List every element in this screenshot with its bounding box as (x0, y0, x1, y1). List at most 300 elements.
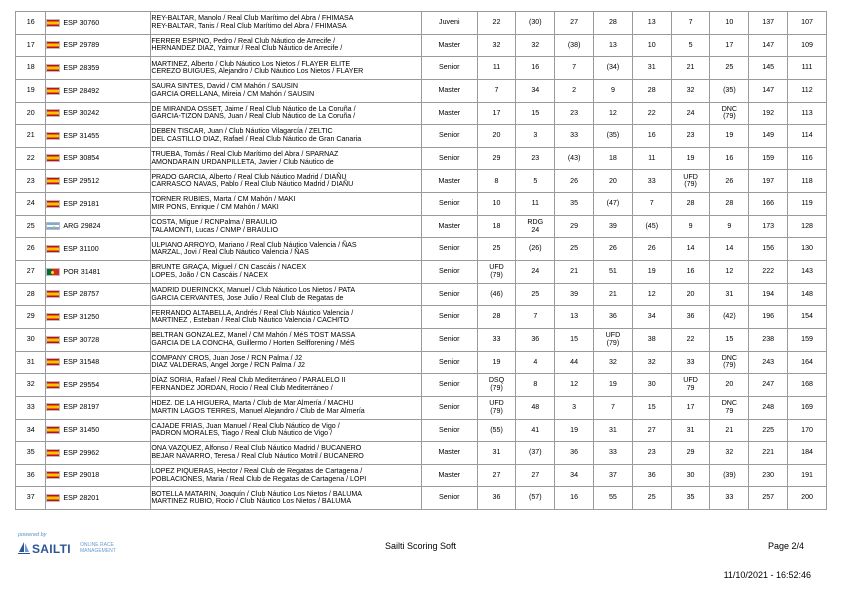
race-score-cell: 22 (671, 328, 710, 351)
crew-name: CARRASCO NAVAS, Pablo / Real Club Náutico Madrid / DIAÑU (151, 180, 354, 189)
sail-cell (46, 125, 151, 148)
crew-name: GARCIA CERVANTES, Jose Julio / Real Club de Regatas de (151, 293, 344, 302)
sail-number: ESP 30854 (63, 154, 100, 163)
sail-number: ESP 29962 (63, 448, 100, 457)
crew-cell (151, 34, 422, 57)
net-cell: 164 (788, 351, 827, 374)
race-score-cell: 20 (671, 283, 710, 306)
sail-cell (46, 396, 151, 419)
race-score-cell: 26 (710, 170, 749, 193)
race-score-cell: 17 (710, 34, 749, 57)
race-score-cell: 32 (632, 351, 671, 374)
place-cell: 31 (16, 351, 46, 374)
crew-cell (151, 193, 422, 216)
total-cell: 221 (749, 442, 788, 465)
flag-esp-icon (46, 358, 60, 366)
race-score-cell: 23 (516, 147, 555, 170)
race-score-cell: 10 (632, 34, 671, 57)
race-score-cell: (39) (710, 464, 749, 487)
race-score-cell: 32 (671, 79, 710, 102)
net-cell: 111 (788, 57, 827, 80)
race-score-cell: 12 (555, 374, 594, 397)
race-score-cell: 8 (516, 374, 555, 397)
total-cell: 196 (749, 306, 788, 329)
sail-number: ESP 31100 (63, 244, 99, 253)
helm-name: MARTINEZ, Alberto / Club Náutico Los Nietos / FLAYER ELITE (151, 59, 351, 68)
helm-name: ULPIANO ARROYO, Mariano / Real Club Náutico Valencia / ÑAS (151, 240, 357, 249)
race-score-cell: 8 (477, 170, 516, 193)
total-cell: 156 (749, 238, 788, 261)
race-score-cell: 11 (477, 57, 516, 80)
race-score-cell: 32 (594, 351, 633, 374)
sail-number: ESP 28201 (63, 493, 100, 502)
flag-esp-icon (46, 426, 60, 434)
race-score-cell: 36 (594, 306, 633, 329)
net-cell: 159 (788, 328, 827, 351)
sail-cell (46, 34, 151, 57)
race-score-cell: 25 (477, 238, 516, 261)
category-cell: Master (422, 215, 478, 238)
crew-name: POBLACIONES, Maria / Real Club de Regatas de Cartagena / LOPI (151, 474, 367, 483)
race-score-cell: 15 (632, 396, 671, 419)
place-cell: 20 (16, 102, 46, 125)
total-cell: 166 (749, 193, 788, 216)
race-score-cell: 19 (710, 125, 749, 148)
net-cell: 128 (788, 215, 827, 238)
race-score-cell: 4 (516, 351, 555, 374)
race-score-cell: (42) (710, 306, 749, 329)
place-cell: 18 (16, 57, 46, 80)
race-score-cell: 10 (710, 12, 749, 35)
race-score-cell: 21 (594, 283, 633, 306)
category-cell: Master (422, 34, 478, 57)
net-cell: 168 (788, 374, 827, 397)
flag-esp-icon (46, 64, 60, 72)
race-score-cell: 34 (516, 79, 555, 102)
race-score-cell: 16 (671, 261, 710, 284)
results-table (15, 11, 827, 510)
table-row (16, 147, 827, 170)
race-score-cell: 27 (477, 464, 516, 487)
race-score-cell: 3 (516, 125, 555, 148)
race-score-cell: 24 (516, 261, 555, 284)
crew-name: REY-BALTAR, Tanis / Real Club Marítimo del Abra / FHIMASA (151, 21, 347, 30)
race-score-cell: 28 (594, 12, 633, 35)
race-score-cell: 7 (671, 12, 710, 35)
sail-cell (46, 170, 151, 193)
race-score-cell: 55 (594, 487, 633, 510)
sail-number: ESP 31548 (63, 358, 100, 367)
total-cell: 145 (749, 57, 788, 80)
category-cell: Master (422, 442, 478, 465)
flag-esp-icon (46, 336, 60, 344)
race-score-cell: DNC (79) (710, 102, 749, 125)
crew-name: CEREZO BUIGUES, Alejandro / Club Náutico Los Nietos / FLAYER (151, 67, 364, 76)
race-score-cell: 16 (555, 487, 594, 510)
place-cell: 32 (16, 374, 46, 397)
table-row (16, 374, 827, 397)
total-cell: 137 (749, 12, 788, 35)
crew-cell (151, 261, 422, 284)
table-row (16, 12, 827, 35)
crew-cell (151, 102, 422, 125)
race-score-cell: DNC (79) (710, 351, 749, 374)
crew-cell (151, 442, 422, 465)
category-cell: Senior (422, 374, 478, 397)
flag-esp-icon (46, 200, 60, 208)
race-score-cell: 26 (555, 170, 594, 193)
category-cell: Senior (422, 147, 478, 170)
race-score-cell: (43) (555, 147, 594, 170)
place-cell: 33 (16, 396, 46, 419)
table-row (16, 193, 827, 216)
crew-name: TALAMONTI, Lucas / CNMP / BRAULIO (151, 225, 278, 234)
sail-cell (46, 283, 151, 306)
total-cell: 147 (749, 79, 788, 102)
helm-name: MADRID DUERINCKX, Manuel / Club Náutico Los Nietos / PATA (151, 285, 356, 294)
race-score-cell: 19 (477, 351, 516, 374)
race-score-cell: 9 (671, 215, 710, 238)
helm-name: LOPEZ PIQUERAS, Hector / Real Club de Regatas de Cartagena / (151, 467, 363, 476)
total-cell: 192 (749, 102, 788, 125)
race-score-cell: UFD (79) (671, 170, 710, 193)
race-score-cell: 25 (516, 283, 555, 306)
race-score-cell: 34 (632, 306, 671, 329)
race-score-cell: 7 (477, 79, 516, 102)
race-score-cell: 7 (632, 193, 671, 216)
helm-name: ONA VAZQUEZ, Alfonso / Real Club Náutico Madrid / BUCANERO (151, 444, 362, 453)
crew-name: MARTINEZ RUBIO, Rocio / Club Náutico Los Nietos / BALUMA (151, 497, 352, 506)
race-score-cell: 33 (710, 487, 749, 510)
place-cell: 19 (16, 79, 46, 102)
race-score-cell: 28 (671, 193, 710, 216)
race-score-cell: 35 (555, 193, 594, 216)
place-cell: 28 (16, 283, 46, 306)
place-cell: 16 (16, 12, 46, 35)
flag-esp-icon (46, 109, 60, 117)
crew-cell (151, 57, 422, 80)
sail-number: ESP 29018 (63, 471, 100, 480)
race-score-cell: 16 (632, 125, 671, 148)
sail-number: ESP 28492 (63, 86, 100, 95)
sail-cell (46, 306, 151, 329)
race-score-cell: 3 (555, 396, 594, 419)
race-score-cell: 23 (555, 102, 594, 125)
sail-cell (46, 79, 151, 102)
print-timestamp: 11/10/2021 - 16:52:46 (723, 570, 811, 580)
race-score-cell: 27 (555, 12, 594, 35)
helm-name: FERRANDO ALTABELLA, Andrés / Real Club Náutico Valencia / (151, 308, 354, 317)
flag-esp-icon (46, 245, 60, 253)
race-score-cell: 36 (516, 328, 555, 351)
race-score-cell: 13 (632, 12, 671, 35)
crew-cell (151, 238, 422, 261)
race-score-cell: RDG 24 (516, 215, 555, 238)
crew-cell (151, 125, 422, 148)
table-row (16, 261, 827, 284)
race-score-cell: 39 (594, 215, 633, 238)
total-cell: 238 (749, 328, 788, 351)
sail-number: ESP 31455 (63, 131, 100, 140)
race-score-cell: 31 (632, 57, 671, 80)
total-cell: 243 (749, 351, 788, 374)
table-row (16, 396, 827, 419)
race-score-cell: 22 (632, 102, 671, 125)
race-score-cell: 27 (632, 419, 671, 442)
category-cell: Senior (422, 328, 478, 351)
race-score-cell: (26) (516, 238, 555, 261)
sail-number: ESP 30728 (63, 335, 100, 344)
helm-name: CAJADE FRIAS, Juan Manuel / Real Club Náutico de Vigo / (151, 421, 340, 430)
sail-cell (46, 147, 151, 170)
sail-cell (46, 487, 151, 510)
net-cell: 130 (788, 238, 827, 261)
flag-por-icon (46, 268, 60, 276)
race-score-cell: (47) (594, 193, 633, 216)
place-cell: 21 (16, 125, 46, 148)
sail-cell (46, 102, 151, 125)
sail-number: ARG 29824 (63, 222, 101, 231)
race-score-cell: 25 (555, 238, 594, 261)
helm-name: TRUEBA, Tomás / Real Club Marítimo del Abra / SPARNAZ (151, 150, 339, 159)
place-cell: 29 (16, 306, 46, 329)
sail-cell (46, 419, 151, 442)
crew-name: MARTIN LAGOS TERRES, Manuel Alejandro / Club de Mar Almería (151, 406, 365, 415)
place-cell: 26 (16, 238, 46, 261)
race-score-cell: 17 (477, 102, 516, 125)
net-cell: 200 (788, 487, 827, 510)
total-cell: 247 (749, 374, 788, 397)
race-score-cell: 20 (594, 170, 633, 193)
race-score-cell: 13 (594, 34, 633, 57)
crew-cell (151, 170, 422, 193)
net-cell: 184 (788, 442, 827, 465)
race-score-cell: 20 (710, 374, 749, 397)
flag-esp-icon (46, 494, 60, 502)
helm-name: DE MIRANDA OSSET, Jaime / Real Club Náutico de La Coruña / (151, 104, 356, 113)
crew-name: MARZAL, Jovi / Real Club Náutico Valencia / ÑAS (151, 248, 309, 257)
net-cell: 154 (788, 306, 827, 329)
race-score-cell: 10 (477, 193, 516, 216)
race-score-cell: (57) (516, 487, 555, 510)
category-cell: Senior (422, 306, 478, 329)
race-score-cell: 25 (710, 57, 749, 80)
sail-number: ESP 29181 (63, 199, 100, 208)
race-score-cell: 35 (671, 487, 710, 510)
helm-name: COSTA, Migue / RCNPalma / BRAULIO (151, 217, 277, 226)
race-score-cell: 48 (516, 396, 555, 419)
race-score-cell: 26 (632, 238, 671, 261)
helm-name: TORNER RUBIES, Marta / CM Mahón / MAKI (151, 195, 296, 204)
race-score-cell: 28 (477, 306, 516, 329)
total-cell: 194 (749, 283, 788, 306)
race-score-cell: 21 (671, 57, 710, 80)
place-cell: 22 (16, 147, 46, 170)
race-score-cell: DNC 79 (710, 396, 749, 419)
place-cell: 34 (16, 419, 46, 442)
sail-cell (46, 442, 151, 465)
sail-cell (46, 12, 151, 35)
race-score-cell: 20 (477, 125, 516, 148)
crew-cell (151, 306, 422, 329)
category-cell: Senior (422, 125, 478, 148)
race-score-cell: 33 (671, 351, 710, 374)
race-score-cell: 27 (516, 464, 555, 487)
crew-name: MARTINEZ , Esteban / Real Club Náutico Valencia / CACHITO (151, 316, 349, 325)
helm-name: PRADO GARCIA, Alberto / Real Club Náutico Madrid / DIAÑU (151, 172, 347, 181)
race-score-cell: (34) (594, 57, 633, 80)
race-score-cell: 9 (710, 215, 749, 238)
helm-name: BRUNTE GRAÇA, Miguel / CN Cascáis / NACEX (151, 263, 307, 272)
category-cell: Master (422, 79, 478, 102)
race-score-cell: 7 (516, 306, 555, 329)
sail-number: POR 31481 (63, 267, 101, 276)
race-score-cell: 44 (555, 351, 594, 374)
sail-number: ESP 30760 (63, 18, 100, 27)
footer-software-name: Sailti Scoring Soft (384, 541, 457, 551)
sail-cell (46, 351, 151, 374)
race-score-cell: 19 (671, 147, 710, 170)
race-score-cell: (55) (477, 419, 516, 442)
table-row (16, 306, 827, 329)
flag-esp-icon (46, 132, 60, 140)
race-score-cell: (35) (594, 125, 633, 148)
table-row (16, 102, 827, 125)
race-score-cell: 22 (477, 12, 516, 35)
net-cell: 148 (788, 283, 827, 306)
race-score-cell: 31 (710, 283, 749, 306)
helm-name: DÍAZ SORIA, Rafael / Real Club Mediterráneo / PARALELO II (151, 376, 346, 385)
sail-cell (46, 328, 151, 351)
race-score-cell: 9 (594, 79, 633, 102)
race-score-cell: 15 (710, 328, 749, 351)
sail-number: ESP 30242 (63, 109, 100, 118)
helm-name: HDEZ. DE LA HIGUERA, Marta / Club de Mar Almería / MACHU (151, 399, 354, 408)
race-score-cell: 14 (671, 238, 710, 261)
flag-esp-icon (46, 177, 60, 185)
table-row (16, 464, 827, 487)
helm-name: COMPANY CROS, Juan Jose / RCN Palma / J2 (151, 353, 303, 362)
total-cell: 159 (749, 147, 788, 170)
category-cell: Senior (422, 351, 478, 374)
helm-name: DEBEN TISCAR, Juan / Club Náutico Vilagarcía / ZELTIC (151, 127, 333, 136)
race-score-cell: 28 (710, 193, 749, 216)
total-cell: 225 (749, 419, 788, 442)
race-score-cell: 29 (477, 147, 516, 170)
sail-cell (46, 193, 151, 216)
total-cell: 197 (749, 170, 788, 193)
race-score-cell: 36 (632, 464, 671, 487)
place-cell: 30 (16, 328, 46, 351)
net-cell: 109 (788, 34, 827, 57)
race-score-cell: 18 (594, 147, 633, 170)
helm-name: FERRER ESPINO, Pedro / Real Club Náutico de Arrecife / (151, 36, 336, 45)
sail-cell (46, 215, 151, 238)
logo-tagline: ONLINE RACE MANAGEMENT (80, 542, 116, 554)
table-row (16, 442, 827, 465)
category-cell: Master (422, 102, 478, 125)
place-cell: 17 (16, 34, 46, 57)
total-cell: 147 (749, 34, 788, 57)
helm-name: BELTRAN GONZALEZ, Manel / CM Mahón / MéS TOST MASSA (151, 331, 356, 340)
race-score-cell: 21 (555, 261, 594, 284)
sail-number: ESP 28757 (63, 290, 100, 299)
race-score-cell: 23 (671, 125, 710, 148)
race-score-cell: 51 (594, 261, 633, 284)
net-cell: 114 (788, 125, 827, 148)
flag-esp-icon (46, 313, 60, 321)
flag-esp-icon (46, 290, 60, 298)
flag-esp-icon (46, 87, 60, 95)
category-cell: Senior (422, 57, 478, 80)
race-score-cell: UFD 79 (671, 374, 710, 397)
race-score-cell: 15 (555, 328, 594, 351)
flag-esp-icon (46, 154, 60, 162)
net-cell: 116 (788, 147, 827, 170)
race-score-cell: 7 (594, 396, 633, 419)
sail-number: ESP 28359 (63, 63, 100, 72)
race-score-cell: UFD (79) (477, 396, 516, 419)
race-score-cell: 5 (516, 170, 555, 193)
crew-name: DEL CASTILLO DIAZ, Rafael / Real Club Náutico de Gran Canaria (151, 135, 362, 144)
flag-esp-icon (46, 41, 60, 49)
flag-esp-icon (46, 449, 60, 457)
sail-number: ESP 29512 (63, 176, 100, 185)
race-score-cell: 7 (555, 57, 594, 80)
place-cell: 27 (16, 261, 46, 284)
crew-cell (151, 351, 422, 374)
race-score-cell: (35) (710, 79, 749, 102)
crew-name: PADRON MORALES, Tiago / Real Club Náutico de Vigo / (151, 429, 333, 438)
crew-cell (151, 396, 422, 419)
race-score-cell: 21 (710, 419, 749, 442)
flag-esp-icon (46, 403, 60, 411)
race-score-cell: 29 (671, 442, 710, 465)
race-score-cell: 37 (594, 464, 633, 487)
crew-cell (151, 419, 422, 442)
race-score-cell: 38 (632, 328, 671, 351)
crew-name: MIR PONS, Enrique / CM Mahón / MAKI (151, 202, 279, 211)
place-cell: 23 (16, 170, 46, 193)
net-cell: 119 (788, 193, 827, 216)
sail-cell (46, 464, 151, 487)
table-row (16, 283, 827, 306)
category-cell: Senior (422, 283, 478, 306)
helm-name: REY-BALTAR, Manolo / Real Club Marítimo del Abra / FHIMASA (151, 14, 354, 23)
place-cell: 25 (16, 215, 46, 238)
race-score-cell: 32 (516, 34, 555, 57)
race-score-cell: (30) (516, 12, 555, 35)
table-row (16, 215, 827, 238)
race-score-cell: 5 (671, 34, 710, 57)
race-score-cell: 36 (477, 487, 516, 510)
race-score-cell: 15 (516, 102, 555, 125)
crew-cell (151, 464, 422, 487)
category-cell: Senior (422, 487, 478, 510)
race-score-cell: 18 (477, 215, 516, 238)
crew-cell (151, 328, 422, 351)
race-score-cell: 33 (477, 328, 516, 351)
crew-name: FERNANDEZ JORDAN, Rocio / Real Club Mediterráneo / (151, 384, 333, 393)
crew-name: LOPES, João / CN Cascáis / NACEX (151, 270, 269, 279)
sail-cell (46, 374, 151, 397)
crew-cell (151, 283, 422, 306)
race-score-cell: 36 (671, 306, 710, 329)
crew-name: GARCIA DE LA CONCHA, Guillermo / Horten Selfforening / MéS (151, 338, 355, 347)
crew-name: GARCIA ORELLANA, Mireia / CM Mahón / SAUSIN (151, 89, 315, 98)
table-row (16, 34, 827, 57)
race-score-cell: 33 (555, 125, 594, 148)
